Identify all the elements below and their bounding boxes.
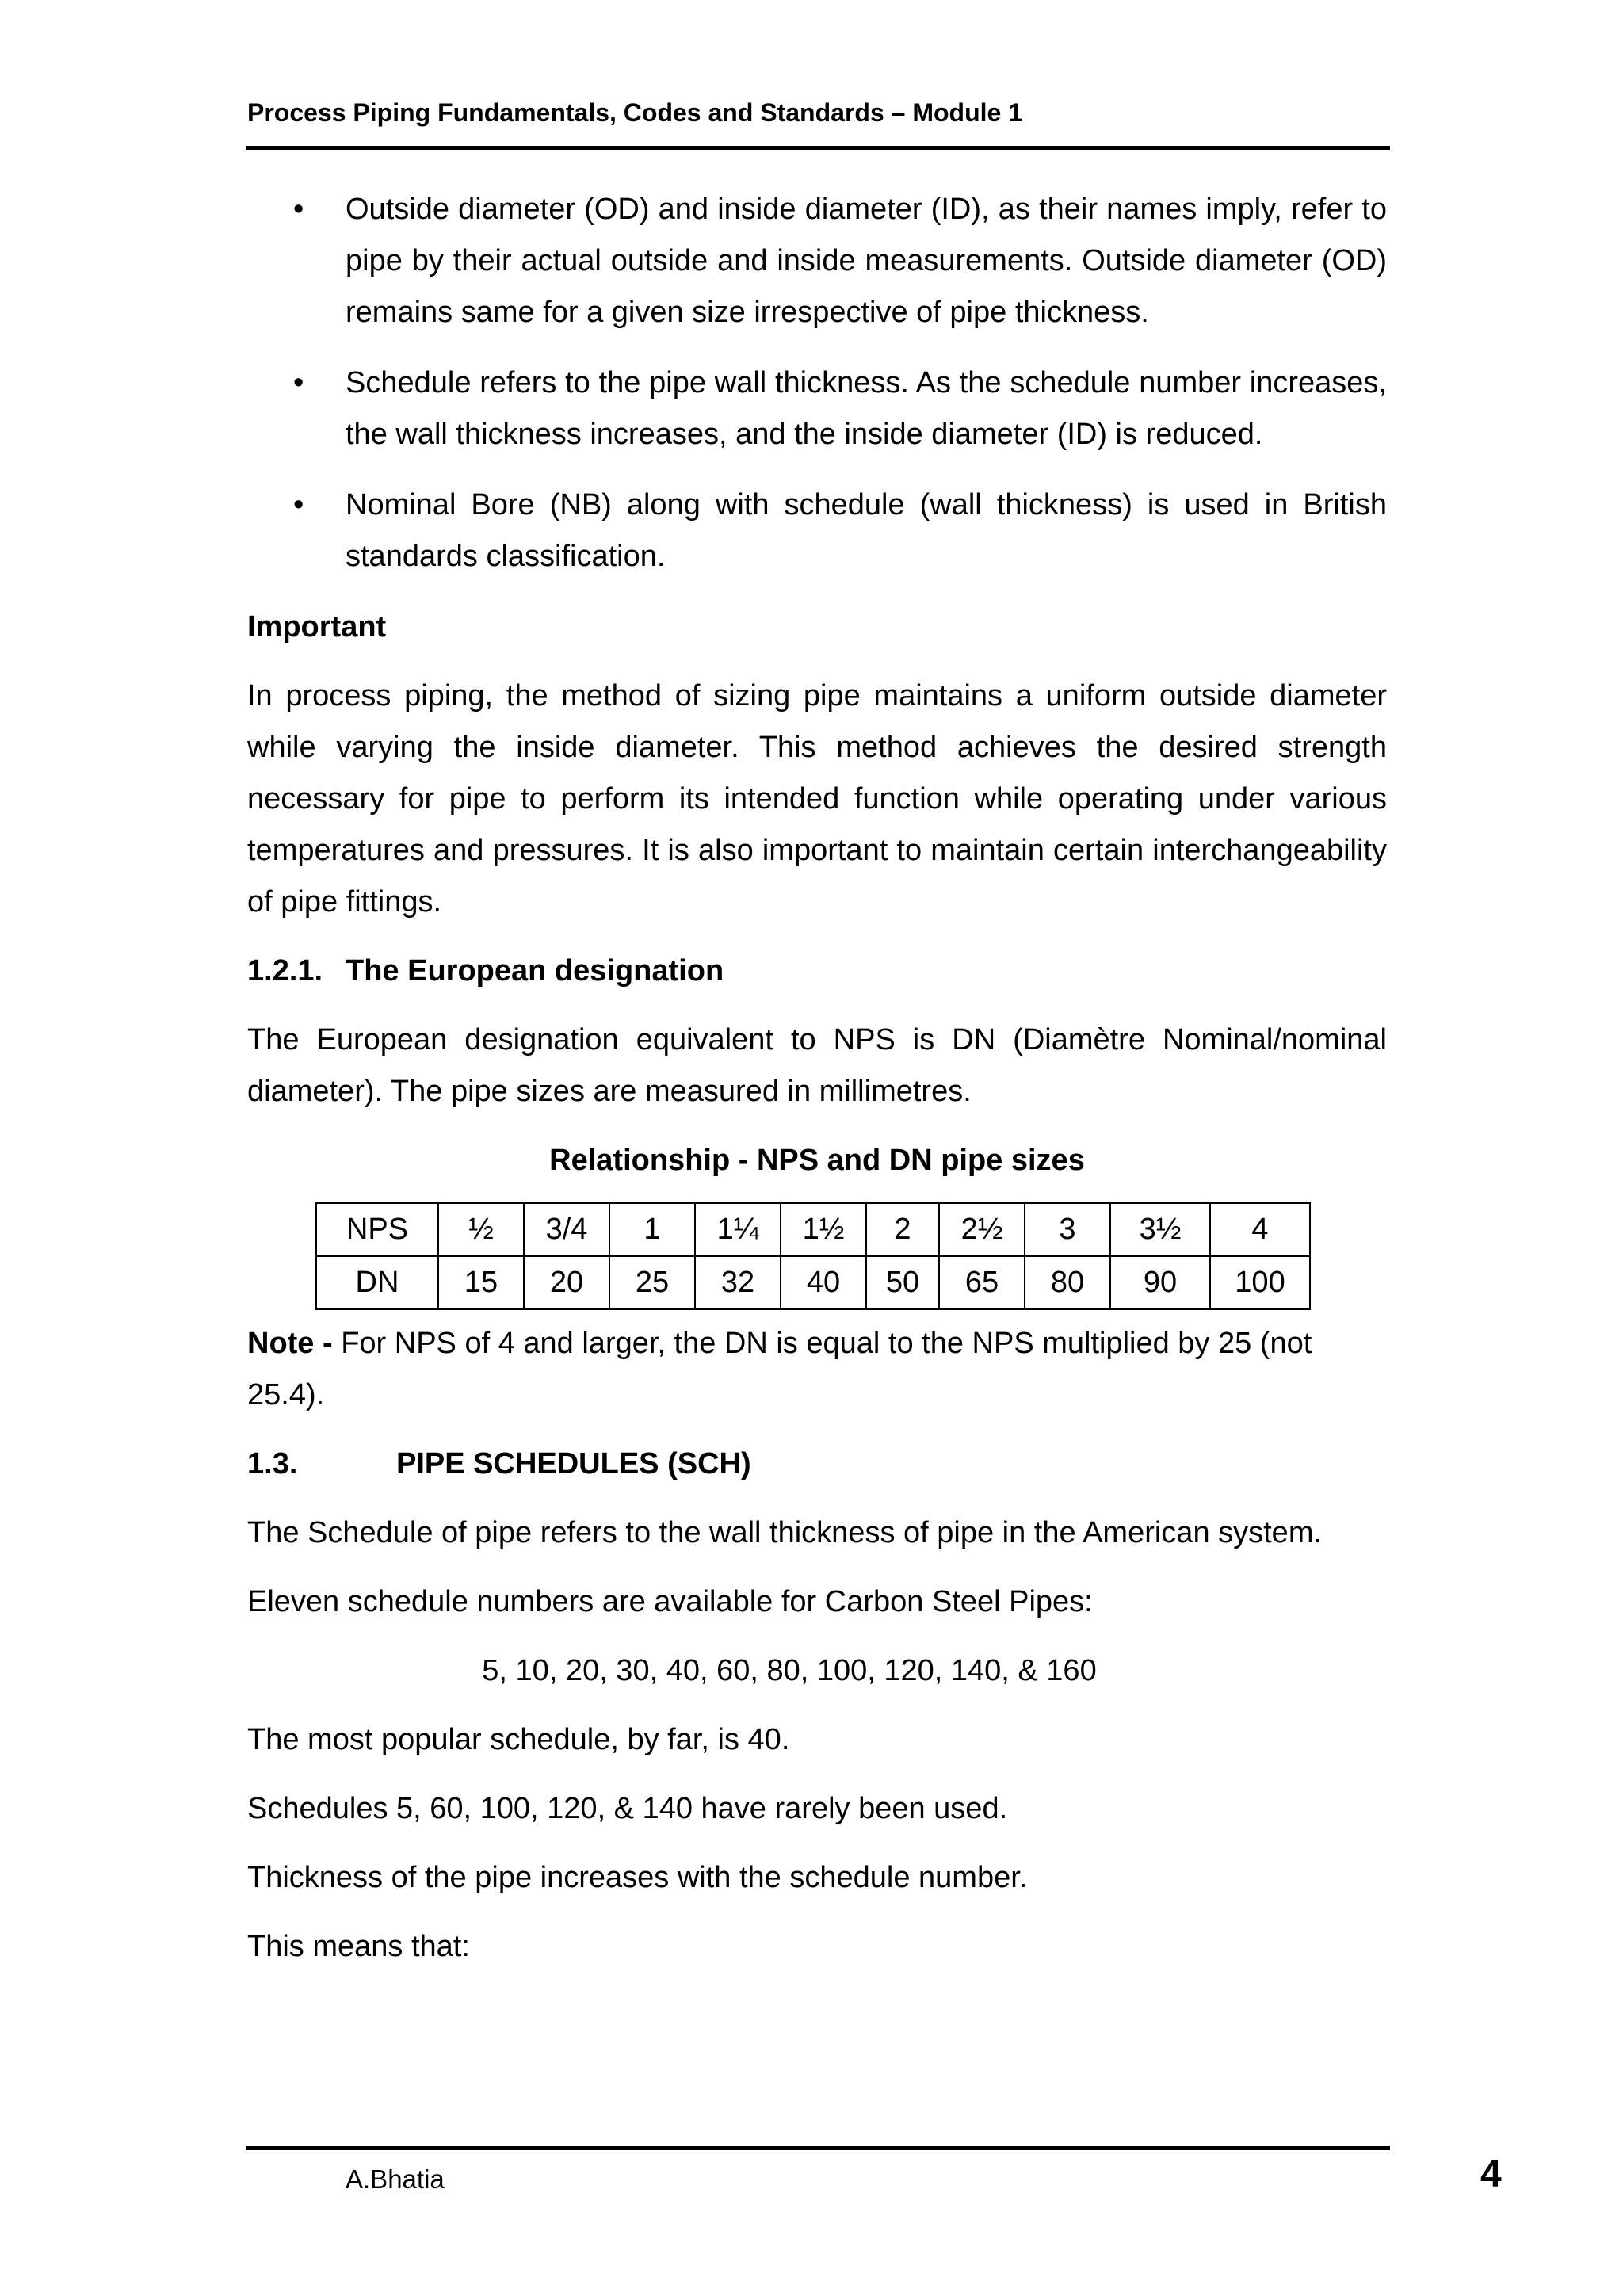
bullet-icon: • [293,488,304,521]
bullet-icon: • [293,193,304,226]
schedule-line: Thickness of the pipe increases with the schedule number. [247,1861,1028,1894]
bullet-text: Outside diameter (OD) and inside diameter (ID), as their names imply, refer to pipe by their actual outside and inside measurements. Outside diameter (OD) remains same for a given size irrespective of pipe thickness. [346,193,1387,329]
table-cell: 1½ [781,1203,866,1256]
section-heading-1-3 [247,1438,1387,1490]
table-cell: 3/4 [524,1203,609,1256]
table-cell: 3 [1025,1203,1110,1256]
table-cell: 20 [524,1256,609,1309]
bullet-icon: • [293,366,304,399]
table-cell: 1 [609,1203,695,1256]
page-content [247,184,1387,1990]
footer-author: A.Bhatia [346,2164,445,2194]
section-title: The European designation [346,954,724,988]
table-cell: 40 [781,1256,866,1309]
header-rule [246,146,1390,150]
table-cell: NPS [316,1203,438,1256]
bullet-text: Schedule refers to the pipe wall thickness. As the schedule number increases, the wall thickness increases, and the inside diameter (ID) is reduced. [346,366,1387,451]
table-row-dn [316,1256,1310,1309]
table-cell: 25 [609,1256,695,1309]
list-item [247,357,1387,460]
table-cell: 4 [1210,1203,1310,1256]
table-cell: 3½ [1110,1203,1210,1256]
table-cell: 80 [1025,1256,1110,1309]
european-designation-paragraph: The European designation equivalent to NPS is DN (Diamètre Nominal/nominal diameter). The pipe sizes are measured in millimetres. [247,1023,1387,1108]
section-title: PIPE SCHEDULES (SCH) [396,1447,751,1480]
schedule-line: The most popular schedule, by far, is 40. [247,1723,790,1756]
note-label: Note - [247,1327,333,1360]
schedule-line: The Schedule of pipe refers to the wall thickness of pipe in the American system. [247,1516,1323,1549]
list-item [247,184,1387,338]
table-cell: 2½ [939,1203,1025,1256]
note-text: For NPS of 4 and larger, the DN is equal to the NPS multiplied by 25 (not 25.4). [247,1327,1312,1412]
table-cell: DN [316,1256,438,1309]
footer-rule [246,2146,1390,2150]
section-number: 1.3. [247,1447,298,1480]
table-cell: 90 [1110,1256,1210,1309]
table-cell: 15 [438,1256,524,1309]
table-cell: 2 [866,1203,939,1256]
page-header-title: Process Piping Fundamentals, Codes and Standards – Module 1 [247,98,1022,127]
table-cell: ½ [438,1203,524,1256]
table-cell: 50 [866,1256,939,1309]
important-heading: Important [247,610,387,644]
note-paragraph [247,1318,1387,1421]
table-cell: 65 [939,1256,1025,1309]
list-item [247,479,1387,583]
schedule-line: Eleven schedule numbers are available for Carbon Steel Pipes: [247,1585,1093,1618]
important-paragraph: In process piping, the method of sizing pipe maintains a uniform outside diameter while varying the inside diameter. This method achieves the desired strength necessary for pipe to perform its intended function while operating under various temperatures and pressures. It is also important to maintain certain interchangeability of pipe fittings. [247,679,1387,919]
bullet-text: Nominal Bore (NB) along with schedule (wall thickness) is used in British standards classification. [346,488,1387,573]
section-heading-1-2-1 [247,946,1387,997]
schedule-line: This means that: [247,1930,470,1963]
table-cell: 100 [1210,1256,1310,1309]
table-cell: 1¼ [695,1203,781,1256]
bullet-list [247,184,1387,583]
page-number: 4 [1480,2153,1502,2195]
table-row-nps [316,1203,1310,1256]
section-number: 1.2.1. [247,954,323,988]
schedule-line: Schedules 5, 60, 100, 120, & 140 have rarely been used. [247,1792,1008,1825]
table-caption: Relationship - NPS and DN pipe sizes [549,1144,1085,1177]
table-cell: 32 [695,1256,781,1309]
nps-dn-table [315,1202,1311,1310]
schedule-number-list: 5, 10, 20, 30, 40, 60, 80, 100, 120, 140, & 160 [482,1654,1097,1687]
